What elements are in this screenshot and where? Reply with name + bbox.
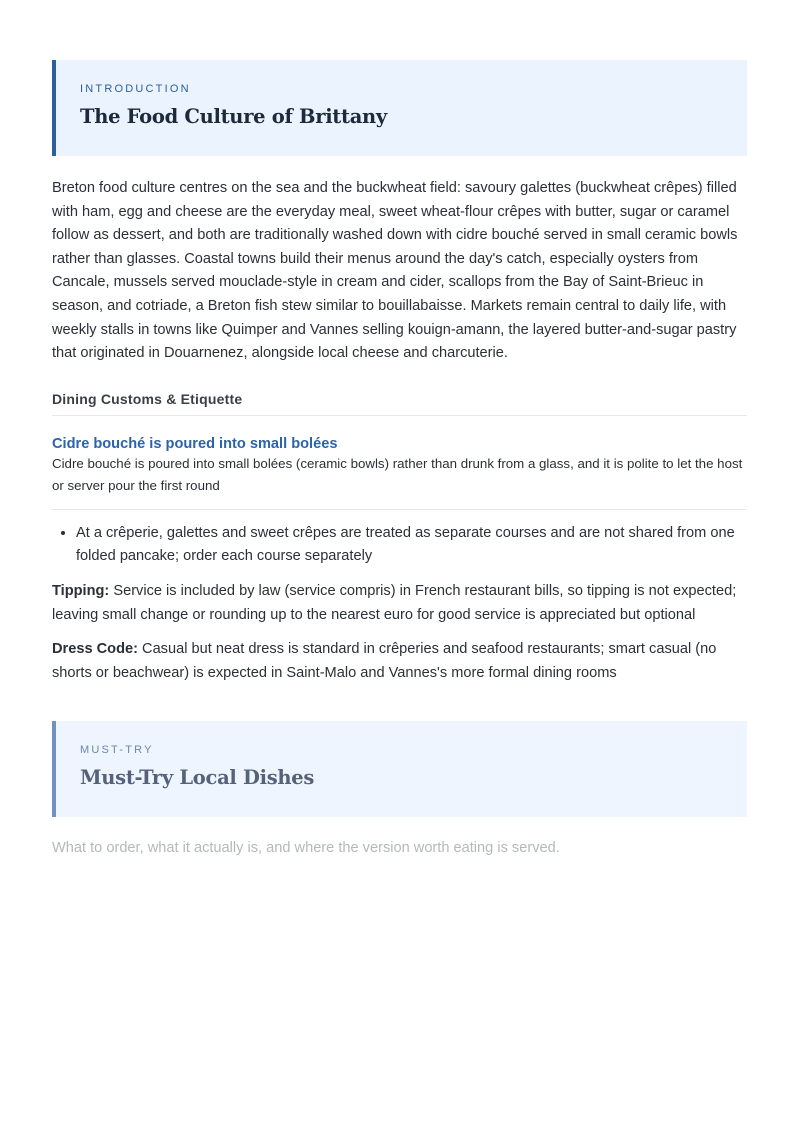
customs-bullet-list [52,522,747,569]
tipping-definition [52,580,747,627]
document-page [52,60,747,856]
section-title: The Food Culture of Brittany [80,105,387,128]
must-try-banner [52,721,747,817]
callout-block [52,416,747,510]
intro-paragraph: Breton food culture centres on the sea and the buckwheat field: savoury galettes (buckwheat crêpes) filled with ham, egg and cheese are the everyday meal, sweet wheat-flour crêpes with butter, sugar or caramel follow as dessert, and both are traditionally washed down with cidre bouché served in small ceramic bowls rather than glasses. Coastal towns build their menus around the day's catch, especially oysters from Cancale, mussels served mouclade-style in cream and cider, scallops from the Bay of Saint-Brieuc in season, and cotriade, a Breton fish stew similar to bouillabaisse. Markets remain central to daily life, with weekly stalls in towns like Quimper and Vannes selling kouign-amann, the layered butter-and-sugar pastry that originated in Douarnenez, alongside local cheese and charcuterie. [52,180,738,362]
introduction-banner [52,60,747,156]
callout-title: Cidre bouché is poured into small bolées [52,435,338,452]
tipping-text: Service is included by law (service compris) in French restaurant bills, so tipping is not expected; leaving small change or rounding up to the nearest euro for good service is appreciated but optional [52,582,737,623]
section-eyebrow: MUST-TRY [80,744,154,757]
list-item: • At a crêperie, galettes and sweet crêpes are treated as separate courses and are not shared from one folded pancake; order each course separately [76,522,747,569]
dress-code-text: Casual but neat dress is standard in crêperies and seafood restaurants; smart casual (no shorts or beachwear) is expected in Saint-Malo and Vannes's more formal dining rooms [52,641,717,681]
must-try-lede: What to order, what it actually is, and where the version worth eating is served. [52,840,560,857]
customs-heading: Dining Customs & Etiquette [52,391,747,416]
callout-body: Cidre bouché is poured into small bolées (ceramic bowls) rather than drunk from a glass, and it is polite to let the host or server pour the first round [52,455,743,493]
dress-code-term: Dress Code: [52,641,138,658]
section-eyebrow: INTRODUCTION [80,83,191,95]
section-title: Must-Try Local Dishes [80,766,315,790]
tipping-term: Tipping: [52,582,110,599]
dress-code-definition [52,638,747,685]
